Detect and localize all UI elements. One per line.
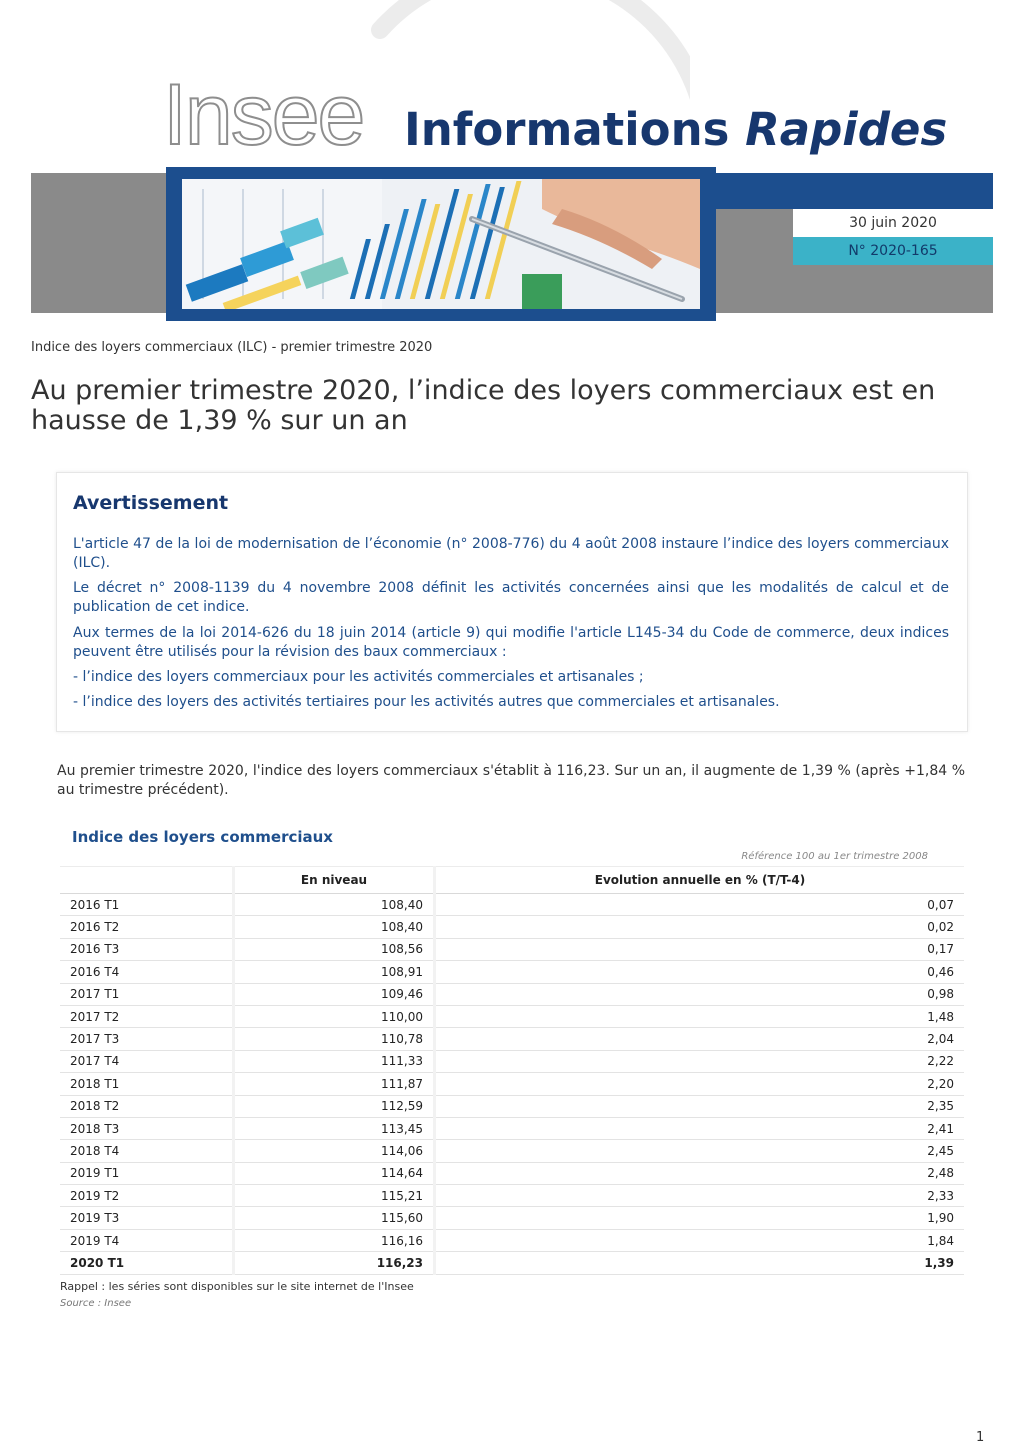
row-level: 115,21 xyxy=(234,1185,435,1207)
row-evolution: 2,48 xyxy=(435,1162,965,1184)
row-period: 2020 T1 xyxy=(60,1252,234,1274)
table-row xyxy=(60,983,964,1005)
warning-list-item: - l’indice des loyers des activités tertiaires pour les activités autres que commerciales et artisanales. xyxy=(73,694,780,710)
table-row xyxy=(60,1073,964,1095)
row-period: 2018 T3 xyxy=(60,1117,234,1139)
row-level: 116,23 xyxy=(234,1252,435,1274)
table-row xyxy=(60,961,964,983)
row-period: 2017 T4 xyxy=(60,1050,234,1072)
intro-paragraph: Au premier trimestre 2020, l'indice des loyers commerciaux s'établit à 116,23. Sur un an, il augmente de 1,39 % (après +1,84 % au trimestre précédent). xyxy=(57,763,965,798)
column-header-evolution: Evolution annuelle en % (T/T-4) xyxy=(435,867,965,894)
row-period: 2019 T4 xyxy=(60,1229,234,1251)
row-evolution: 0,02 xyxy=(435,916,965,938)
table-note: Rappel : les séries sont disponibles sur le site internet de l'Insee xyxy=(60,1280,414,1293)
row-period: 2019 T1 xyxy=(60,1162,234,1184)
row-evolution: 0,46 xyxy=(435,961,965,983)
row-level: 108,91 xyxy=(234,961,435,983)
publication-number: N° 2020-165 xyxy=(793,237,993,265)
warning-title: Avertissement xyxy=(73,492,229,514)
row-level: 114,06 xyxy=(234,1140,435,1162)
row-period: 2018 T1 xyxy=(60,1073,234,1095)
row-level: 116,16 xyxy=(234,1229,435,1251)
row-evolution: 2,35 xyxy=(435,1095,965,1117)
table-row xyxy=(60,1140,964,1162)
row-level: 114,64 xyxy=(234,1162,435,1184)
row-evolution: 2,45 xyxy=(435,1140,965,1162)
row-level: 110,78 xyxy=(234,1028,435,1050)
row-level: 111,87 xyxy=(234,1073,435,1095)
column-header-level: En niveau xyxy=(234,867,435,894)
document-headline: Au premier trimestre 2020, l’indice des loyers commerciaux est en hausse de 1,39 % sur un an xyxy=(31,375,936,436)
row-period: 2017 T1 xyxy=(60,983,234,1005)
table-row xyxy=(60,1028,964,1050)
row-evolution: 2,20 xyxy=(435,1073,965,1095)
table-reference: Référence 100 au 1er trimestre 2008 xyxy=(741,851,928,862)
row-level: 110,00 xyxy=(234,1005,435,1027)
row-level: 108,40 xyxy=(234,894,435,916)
row-evolution: 1,90 xyxy=(435,1207,965,1229)
row-period: 2016 T1 xyxy=(60,894,234,916)
page-number: 1 xyxy=(976,1430,985,1445)
index-table xyxy=(60,866,964,1275)
warning-paragraph: Aux termes de la loi 2014-626 du 18 juin 2014 (article 9) qui modifie l'article L145-34 du Code de commerce, deux indices peuvent être utilisés pour la révision des baux commerciaux : xyxy=(73,625,949,660)
table-row xyxy=(60,1095,964,1117)
table-source: Source : Insee xyxy=(60,1298,132,1309)
row-period: 2017 T3 xyxy=(60,1028,234,1050)
table-title: Indice des loyers commerciaux xyxy=(72,828,333,846)
row-evolution: 2,41 xyxy=(435,1117,965,1139)
row-evolution: 1,84 xyxy=(435,1229,965,1251)
table-row xyxy=(60,1117,964,1139)
publication-date: 30 juin 2020 xyxy=(793,209,993,237)
row-level: 108,56 xyxy=(234,938,435,960)
row-evolution: 0,17 xyxy=(435,938,965,960)
column-header-period xyxy=(60,867,234,894)
warning-list-item: - l’indice des loyers commerciaux pour les activités commerciales et artisanales ; xyxy=(73,669,644,685)
row-level: 111,33 xyxy=(234,1050,435,1072)
table-row xyxy=(60,1005,964,1027)
row-evolution: 2,04 xyxy=(435,1028,965,1050)
row-evolution: 1,48 xyxy=(435,1005,965,1027)
row-period: 2019 T3 xyxy=(60,1207,234,1229)
table-header-row xyxy=(60,867,964,894)
table-row-latest xyxy=(60,1252,964,1274)
warning-paragraph: L'article 47 de la loi de modernisation de l’économie (n° 2008-776) du 4 août 2008 instaure l’indice des loyers commerciaux (ILC). xyxy=(73,536,949,571)
row-level: 112,59 xyxy=(234,1095,435,1117)
row-level: 113,45 xyxy=(234,1117,435,1139)
publication-title xyxy=(404,102,947,158)
row-period: 2019 T2 xyxy=(60,1185,234,1207)
table-row xyxy=(60,1050,964,1072)
row-level: 108,40 xyxy=(234,916,435,938)
row-evolution: 1,39 xyxy=(435,1252,965,1274)
table-row xyxy=(60,894,964,916)
table-row xyxy=(60,1185,964,1207)
table-row xyxy=(60,938,964,960)
document-subtitle: Indice des loyers commerciaux (ILC) - premier trimestre 2020 xyxy=(31,340,433,355)
table-row xyxy=(60,1207,964,1229)
row-evolution: 0,07 xyxy=(435,894,965,916)
row-period: 2016 T2 xyxy=(60,916,234,938)
table-row xyxy=(60,916,964,938)
row-period: 2018 T2 xyxy=(60,1095,234,1117)
row-level: 115,60 xyxy=(234,1207,435,1229)
table-row xyxy=(60,1162,964,1184)
banner-photo-frame xyxy=(166,167,716,321)
row-evolution: 2,33 xyxy=(435,1185,965,1207)
banner-chart-photo xyxy=(182,179,700,309)
row-evolution: 0,98 xyxy=(435,983,965,1005)
row-period: 2018 T4 xyxy=(60,1140,234,1162)
row-evolution: 2,22 xyxy=(435,1050,965,1072)
row-period: 2016 T3 xyxy=(60,938,234,960)
warning-paragraph: Le décret n° 2008-1139 du 4 novembre 2008 définit les activités concernées ainsi que les modalités de calcul et de publication de cet indice. xyxy=(73,580,949,615)
row-period: 2017 T2 xyxy=(60,1005,234,1027)
row-period: 2016 T4 xyxy=(60,961,234,983)
table-row xyxy=(60,1229,964,1251)
publication-title-main: Informations xyxy=(404,103,746,156)
row-level: 109,46 xyxy=(234,983,435,1005)
insee-logo: Insee xyxy=(163,67,364,163)
publication-title-emphasis: Rapides xyxy=(745,103,948,156)
